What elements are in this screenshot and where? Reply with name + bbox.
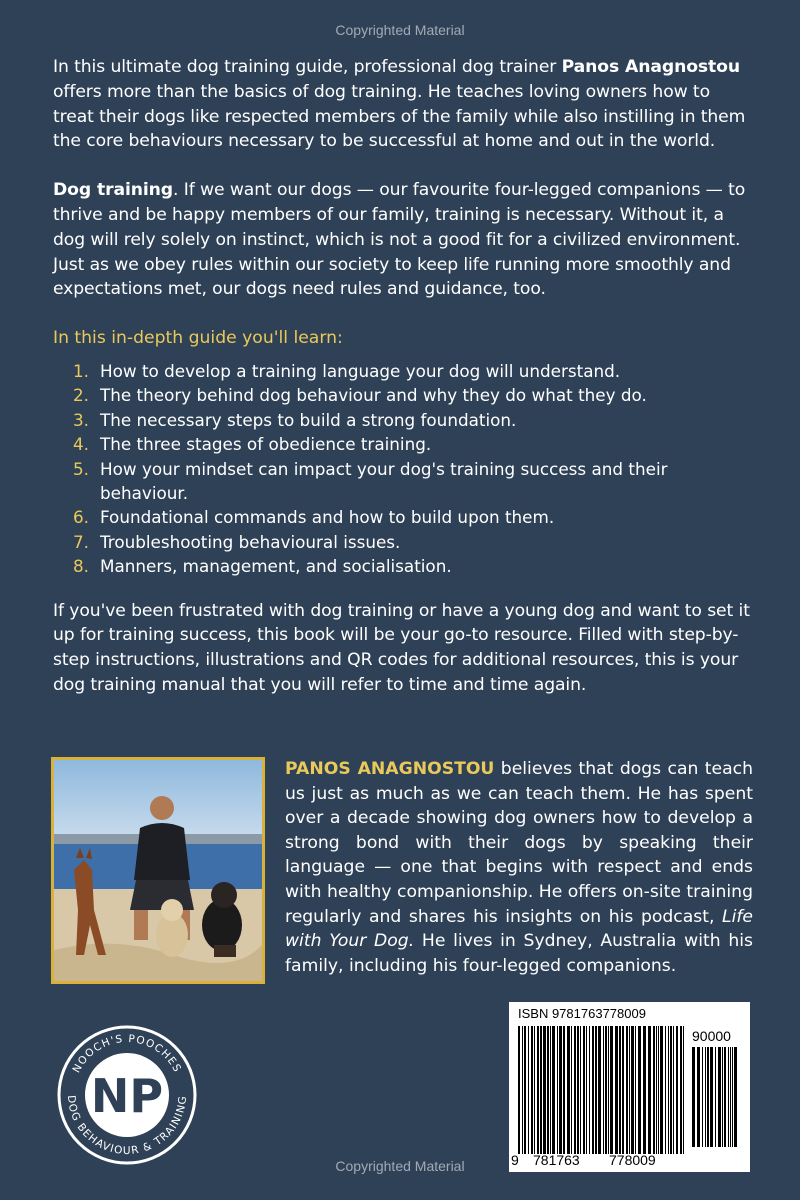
barcode-bar bbox=[619, 1026, 621, 1154]
barcode-bar bbox=[563, 1026, 565, 1154]
barcode-bar bbox=[705, 1047, 706, 1147]
isbn-label: ISBN 9781763778009 bbox=[518, 1006, 646, 1021]
author-bio bbox=[285, 757, 753, 978]
learn-list bbox=[53, 359, 753, 579]
barcode-bar bbox=[631, 1026, 634, 1154]
watermark-bottom: Copyrighted Material bbox=[335, 1158, 465, 1174]
list-item-text: The three stages of obedience training. bbox=[100, 434, 432, 455]
barcode-bar bbox=[518, 1026, 520, 1154]
barcode-bar bbox=[543, 1026, 546, 1154]
list-item bbox=[53, 383, 753, 407]
barcode-bar bbox=[598, 1026, 601, 1154]
isbn-digit-prefix: 9 bbox=[511, 1152, 519, 1168]
barcode-bar bbox=[583, 1026, 585, 1154]
barcode-bar bbox=[592, 1026, 594, 1154]
barcode-bar bbox=[629, 1026, 630, 1154]
list-item-number: 5. bbox=[73, 458, 90, 479]
list-item-number: 8. bbox=[73, 556, 90, 577]
barcode-bar bbox=[638, 1026, 641, 1154]
author-name-bold: Panos Anagnostou bbox=[561, 57, 741, 77]
barcode-bar bbox=[574, 1026, 576, 1154]
watermark-top: Copyrighted Material bbox=[335, 22, 465, 38]
barcode-bar bbox=[567, 1026, 570, 1154]
barcode-bar bbox=[552, 1026, 555, 1154]
barcode-bar bbox=[668, 1026, 669, 1154]
barcode-bar bbox=[728, 1047, 729, 1147]
barcode-bar bbox=[522, 1026, 523, 1154]
list-item-number: 6. bbox=[73, 507, 90, 528]
barcode-bar bbox=[683, 1026, 684, 1154]
barcode-bar bbox=[673, 1026, 674, 1154]
list-item bbox=[53, 432, 753, 456]
barcode-bar bbox=[537, 1026, 539, 1154]
list-item-number: 1. bbox=[73, 360, 90, 381]
list-item-text: Troubleshooting behavioural issues. bbox=[100, 531, 401, 552]
barcode-bar bbox=[653, 1026, 655, 1154]
author-photo-image bbox=[54, 760, 262, 981]
barcode-bar bbox=[524, 1026, 526, 1154]
barcode-bar bbox=[692, 1047, 695, 1147]
barcode-bar bbox=[707, 1047, 709, 1147]
barcode-bar bbox=[724, 1047, 726, 1147]
barcode-bar bbox=[534, 1026, 535, 1154]
list-item-number: 3. bbox=[73, 409, 90, 430]
podcast-title: Life with Your Dog. bbox=[285, 906, 753, 952]
list-item-text: The theory behind dog behaviour and why they do what they do. bbox=[100, 385, 647, 406]
list-item-text: The necessary steps to build a strong foundation. bbox=[100, 409, 517, 430]
barcode-bar bbox=[680, 1026, 682, 1154]
isbn-barcode bbox=[509, 1002, 750, 1172]
barcode-bar bbox=[531, 1026, 533, 1154]
barcode-bar bbox=[589, 1026, 590, 1154]
barcode-bar bbox=[635, 1026, 636, 1154]
barcode-bar bbox=[722, 1047, 723, 1147]
barcode-bar bbox=[622, 1026, 624, 1154]
barcode-bar bbox=[676, 1026, 678, 1154]
list-item bbox=[53, 505, 753, 529]
author-bio-name: PANOS ANAGNOSTOU bbox=[285, 759, 495, 779]
barcode-bar bbox=[710, 1047, 713, 1147]
barcode-bar bbox=[615, 1026, 618, 1154]
barcode-bar bbox=[648, 1026, 651, 1154]
barcode-bar bbox=[586, 1026, 587, 1154]
barcode-bar bbox=[734, 1047, 737, 1147]
intro-paragraph bbox=[53, 55, 753, 154]
list-item-text: How to develop a training language your dog will understand. bbox=[100, 360, 621, 381]
author-photo bbox=[51, 757, 265, 984]
barcode-bar bbox=[656, 1026, 657, 1154]
barcode-bar bbox=[610, 1026, 613, 1154]
barcode-bar bbox=[665, 1026, 666, 1154]
barcode-bar bbox=[577, 1026, 579, 1154]
barcode-bar bbox=[603, 1026, 604, 1154]
barcode-bar bbox=[559, 1026, 562, 1154]
logo-top-text: NOOCH'S POOCHES bbox=[70, 1032, 184, 1075]
isbn-digit-group-2: 778009 bbox=[609, 1152, 656, 1168]
logo-monogram: NP bbox=[90, 1069, 164, 1123]
list-item-text: Manners, management, and socialisation. bbox=[100, 556, 452, 577]
list-item-number: 7. bbox=[73, 531, 90, 552]
price-code: 90000 bbox=[692, 1028, 731, 1044]
barcode-bar bbox=[580, 1026, 581, 1154]
closing-paragraph: If you've been frustrated with dog training or have a young dog and want to set it up for training success, this book will be your go-to resource. Filled with step-by-step instructions, illustrations and QR codes for additional resources, this is your dog training manual that you will refer to time and time again. bbox=[53, 600, 750, 696]
barcode-bar bbox=[605, 1026, 607, 1154]
barcode-bar bbox=[626, 1026, 628, 1154]
price-bars bbox=[692, 1047, 742, 1147]
barcode-bar bbox=[595, 1026, 597, 1154]
author-bio-text-end: He lives in Sydney, Australia with his family, including his four-legged companions. bbox=[285, 931, 753, 976]
author-bio-text: believes that dogs can teach us just as much as we can teach them. He has spent over a decade showing dog owners how to develop a strong bond with their dogs by speaking their language — one that begins with respect and ends with healthy companionship. He offers on-site training regularly and shares his insights on his podcast, bbox=[285, 759, 753, 927]
barcode-bar bbox=[658, 1026, 659, 1154]
barcode-bar bbox=[643, 1026, 646, 1154]
barcode-bar bbox=[550, 1026, 551, 1154]
barcode-bars bbox=[518, 1026, 688, 1154]
list-item bbox=[53, 530, 753, 554]
barcode-bar bbox=[528, 1026, 529, 1154]
list-item-text: How your mindset can impact your dog's training success and their behaviour. bbox=[100, 458, 668, 503]
barcode-bar bbox=[715, 1047, 716, 1147]
barcode-bar bbox=[697, 1047, 700, 1147]
intro-text-continued: offers more than the basics of dog training. He teaches loving owners how to treat their dogs like respected members of the family while also instilling in them the core behaviours necessary to be successful at home and out in the world. bbox=[53, 81, 746, 152]
learn-title: In this in-depth guide you'll learn: bbox=[53, 328, 343, 349]
barcode-bar bbox=[718, 1047, 721, 1147]
list-item bbox=[53, 554, 753, 578]
barcode-bar bbox=[608, 1026, 609, 1154]
training-paragraph bbox=[53, 178, 753, 302]
list-item-number: 2. bbox=[73, 385, 90, 406]
barcode-bar bbox=[702, 1047, 703, 1147]
publisher-logo bbox=[52, 1020, 202, 1170]
nooch-poochs-logo bbox=[52, 1020, 202, 1170]
list-item bbox=[53, 408, 753, 432]
barcode-bar bbox=[732, 1047, 733, 1147]
barcode-bar bbox=[540, 1026, 542, 1154]
training-text: . If we want our dogs — our favourite four-legged companions — to thrive and be happy members of our family, training is necessary. Without it, a dog will rely solely on instinct, which is not a good fit for a civilized environment. Just as we obey rules within our society to keep life running more smoothly and expectations met, our dogs need rules and guidance, too. bbox=[53, 180, 746, 300]
barcode-bar bbox=[557, 1026, 558, 1154]
list-item bbox=[53, 457, 753, 506]
logo-bottom-text: DOG BEHAVIOUR & TRAINING bbox=[64, 1094, 190, 1158]
barcode-bar bbox=[571, 1026, 572, 1154]
intro-text: In this ultimate dog training guide, professional dog trainer bbox=[53, 57, 562, 77]
barcode-bar bbox=[730, 1047, 731, 1147]
list-item bbox=[53, 359, 753, 383]
barcode-bar bbox=[670, 1026, 672, 1154]
barcode-bar bbox=[547, 1026, 549, 1154]
barcode-bar bbox=[660, 1026, 663, 1154]
training-heading: Dog training bbox=[53, 180, 174, 201]
isbn-digit-group-1: 781763 bbox=[533, 1152, 580, 1168]
back-cover-text bbox=[53, 55, 753, 722]
list-item-number: 4. bbox=[73, 434, 90, 455]
list-item-text: Foundational commands and how to build upon them. bbox=[100, 507, 555, 528]
